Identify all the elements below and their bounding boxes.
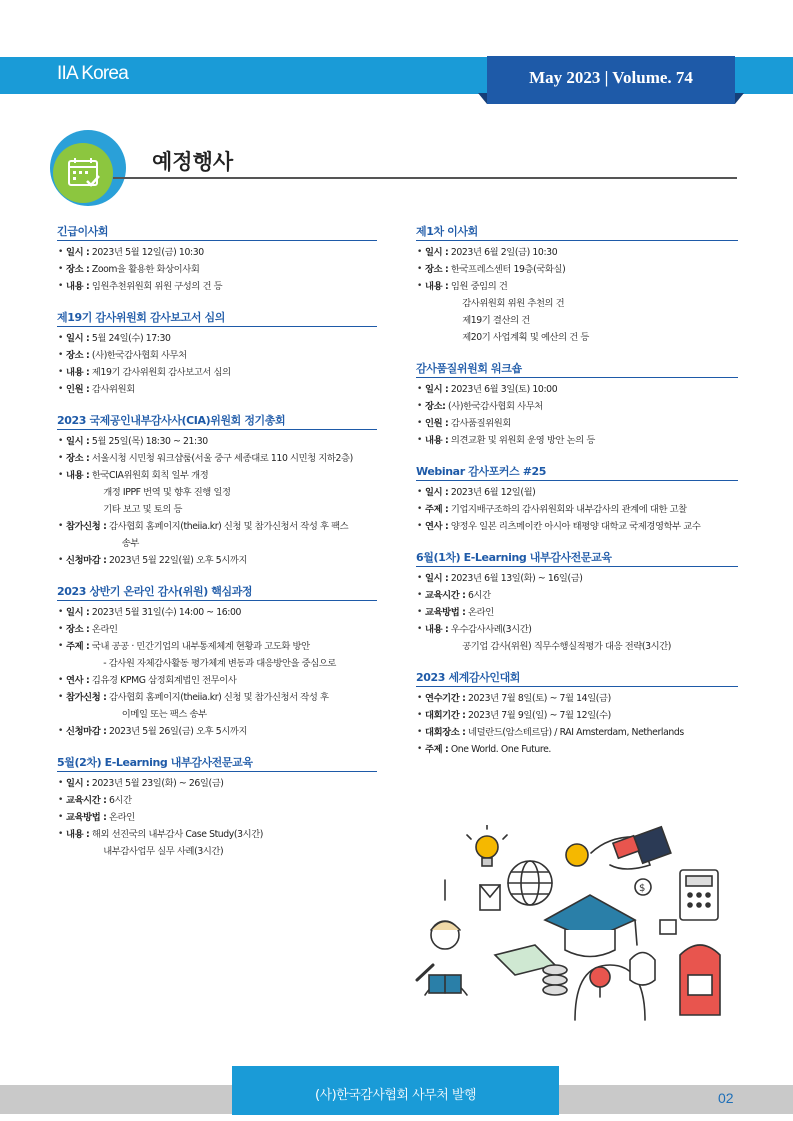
detail-value: 감사협회 홈페이지(theiia.kr) 신청 및 참가신청서 작성 후	[106, 692, 329, 703]
event-detail	[416, 484, 738, 501]
event-title: Webinar 감사포커스 #25	[416, 463, 738, 481]
detail-value: 기업지배구조하의 감사위원회와 내부감사의 관계에 대한 고찰	[448, 504, 687, 515]
detail-label: 일시 :	[66, 333, 90, 344]
detail-label: 주제 :	[425, 504, 449, 515]
event-detail	[57, 809, 377, 826]
event-block	[57, 583, 377, 740]
detail-value: 양정우 일본 리츠메이칸 아시아 태평양 대학교 국제경영학부 교수	[448, 521, 701, 532]
detail-label: 인원 :	[425, 418, 449, 429]
detail-continuation: - 감사원 자체감사활동 평가체계 변동과 대응방안을 중심으로	[103, 658, 336, 669]
event-title: 제1차 이사회	[416, 223, 738, 241]
detail-label: 교육방법 :	[425, 607, 466, 618]
detail-value: 해외 선진국의 내부감사 Case Study(3시간)	[89, 829, 264, 840]
event-detail	[416, 261, 738, 278]
event-detail	[416, 707, 738, 724]
detail-value: 감사위원회	[89, 384, 135, 395]
detail-value: One World. One Future.	[448, 744, 551, 755]
detail-value: 6시간	[106, 795, 132, 806]
event-block	[57, 754, 377, 860]
detail-value: 서울시청 시민청 워크샵룸(서울 중구 세종대로 110 시민청 지하2층)	[89, 453, 353, 464]
detail-label: 내용 :	[425, 624, 449, 635]
detail-value: 온라인	[89, 624, 118, 635]
event-detail	[57, 347, 377, 364]
detail-value: Zoom을 활용한 화상이사회	[89, 264, 200, 275]
footer-publisher: (사)한국감사협회 사무처 발행	[314, 1088, 477, 1103]
detail-value: 2023년 5월 22일(월) 오후 5시까지	[106, 555, 248, 566]
detail-label: 연사 :	[425, 521, 449, 532]
event-title: 2023 국제공인내부감사사(CIA)위원회 정기총회	[57, 412, 377, 430]
detail-value: 5월 24일(수) 17:30	[89, 333, 171, 344]
detail-label: 일시 :	[425, 573, 449, 584]
event-title: 6월(1차) E-Learning 내부감사전문교육	[416, 549, 738, 567]
event-block	[416, 360, 738, 449]
detail-label: 장소 :	[66, 350, 90, 361]
detail-value: 임원 중임의 건	[448, 281, 508, 292]
detail-value: 2023년 7월 9일(일) ~ 7월 12일(수)	[465, 710, 611, 721]
detail-label: 장소 :	[66, 624, 90, 635]
detail-value: 감사품질위원회	[448, 418, 511, 429]
section-icon-badge	[53, 143, 113, 203]
detail-label: 장소 :	[425, 264, 449, 275]
event-detail	[57, 552, 377, 569]
issue-ribbon-fold-right	[735, 93, 744, 104]
event-block	[416, 223, 738, 346]
detail-value: 6시간	[465, 590, 491, 601]
event-title: 감사품질위원회 워크숍	[416, 360, 738, 378]
detail-continuation: 제19기 결산의 건	[462, 315, 530, 326]
event-detail	[416, 398, 738, 415]
detail-label: 내용 :	[425, 435, 449, 446]
event-detail	[416, 741, 738, 758]
event-detail	[57, 244, 377, 261]
issue-ribbon-fold-left	[478, 93, 487, 104]
coin-icon	[566, 844, 588, 866]
detail-value: 국내 공공 · 민간기업의 내부통제체계 현황과 고도화 방안	[89, 641, 310, 652]
event-detail	[57, 826, 377, 843]
event-detail	[57, 261, 377, 278]
event-detail	[57, 467, 377, 484]
detail-label: 일시 :	[66, 778, 90, 789]
event-block	[57, 412, 377, 569]
issue-label: May 2023 | Volume. 74	[529, 68, 693, 87]
event-title: 2023 상반기 온라인 감사(위원) 핵심과정	[57, 583, 377, 601]
detail-value: 2023년 6월 13일(화) ~ 16일(금)	[448, 573, 583, 584]
detail-label: 연사 :	[66, 675, 90, 686]
detail-value: 2023년 5월 26일(금) 오후 5시까지	[106, 726, 248, 737]
event-title: 5월(2차) E-Learning 내부감사전문교육	[57, 754, 377, 772]
event-detail	[57, 518, 377, 535]
detail-value: 감사협회 홈페이지(theiia.kr) 신청 및 참가신청서 작성 후 팩스	[106, 521, 349, 532]
detail-value: 2023년 5월 31일(수) 14:00 ~ 16:00	[89, 607, 242, 618]
event-block	[416, 669, 738, 758]
event-detail	[57, 672, 377, 689]
detail-label: 대회기간 :	[425, 710, 466, 721]
detail-value: 2023년 5월 12일(금) 10:30	[89, 247, 204, 258]
detail-label: 대회장소 :	[425, 727, 466, 738]
event-detail	[416, 501, 738, 518]
event-detail	[57, 278, 377, 295]
event-detail	[416, 415, 738, 432]
section-divider	[113, 177, 737, 179]
detail-label: 일시 :	[425, 487, 449, 498]
detail-value: 우수감사사례(3시간)	[448, 624, 532, 635]
detail-label: 교육시간 :	[425, 590, 466, 601]
event-block	[416, 549, 738, 655]
event-detail	[57, 689, 377, 706]
event-detail	[57, 433, 377, 450]
event-detail	[416, 724, 738, 741]
detail-value: 2023년 6월 2일(금) 10:30	[448, 247, 558, 258]
detail-value: (사)한국감사협회 사무처	[89, 350, 187, 361]
detail-value: 한국프레스센터 19층(국화실)	[448, 264, 566, 275]
detail-label: 인원 :	[66, 384, 90, 395]
detail-continuation: 제20기 사업계획 및 예산의 건 등	[462, 332, 589, 343]
page-number: 02	[718, 1090, 734, 1106]
event-detail	[57, 381, 377, 398]
detail-value: 네덜란드(암스테르담) / RAI Amsterdam, Netherlands	[465, 727, 684, 738]
detail-label: 장소 :	[66, 453, 90, 464]
detail-label: 신청마감 :	[66, 726, 107, 737]
detail-label: 주제 :	[425, 744, 449, 755]
detail-label: 주제 :	[66, 641, 90, 652]
detail-label: 일시 :	[66, 436, 90, 447]
svg-text:$: $	[639, 883, 646, 894]
event-detail	[57, 621, 377, 638]
event-detail	[416, 604, 738, 621]
event-detail	[57, 364, 377, 381]
event-detail	[57, 775, 377, 792]
detail-label: 일시 :	[66, 247, 90, 258]
event-block	[416, 463, 738, 535]
event-title: 제19기 감사위원회 감사보고서 심의	[57, 309, 377, 327]
event-detail	[57, 330, 377, 347]
event-detail	[416, 690, 738, 707]
event-detail	[416, 432, 738, 449]
detail-value: 2023년 6월 3일(토) 10:00	[448, 384, 558, 395]
event-title: 2023 세계감사인대회	[416, 669, 738, 687]
detail-label: 연수기간 :	[425, 693, 466, 704]
event-detail	[57, 604, 377, 621]
detail-label: 장소 :	[66, 264, 90, 275]
detail-value: 김유경 KPMG 삼정회계법인 전무이사	[89, 675, 237, 686]
detail-continuation: 송부	[121, 538, 139, 549]
detail-value: 2023년 5월 23일(화) ~ 26일(금)	[89, 778, 224, 789]
event-detail	[416, 621, 738, 638]
detail-continuation: 감사위원회 위원 추천의 건	[462, 298, 565, 309]
detail-value: 온라인	[465, 607, 494, 618]
event-detail	[416, 244, 738, 261]
event-detail	[416, 381, 738, 398]
detail-label: 참가신청 :	[66, 521, 107, 532]
detail-label: 신청마감 :	[66, 555, 107, 566]
detail-continuation: 공기업 감사(위원) 직무수행실적평가 대응 전략(3시간)	[462, 641, 672, 652]
event-detail	[416, 570, 738, 587]
detail-value: 의견교환 및 위원회 운영 방안 논의 등	[448, 435, 595, 446]
detail-value: 임원추천위원회 위원 구성의 건 등	[89, 281, 223, 292]
detail-value: 온라인	[106, 812, 135, 823]
detail-value: 2023년 6월 12일(월)	[448, 487, 536, 498]
section-title: 예정행사	[152, 150, 234, 174]
right-column	[416, 223, 738, 772]
event-detail	[416, 278, 738, 295]
event-block	[57, 309, 377, 398]
detail-label: 교육방법 :	[66, 812, 107, 823]
detail-label: 내용 :	[66, 367, 90, 378]
calendar-check-icon	[53, 143, 113, 203]
detail-label: 장소:	[425, 401, 446, 412]
detail-label: 내용 :	[66, 281, 90, 292]
brand-name: IIA Korea	[57, 63, 128, 84]
event-detail	[57, 450, 377, 467]
detail-label: 내용 :	[425, 281, 449, 292]
detail-value: 한국CIA위원회 회칙 일부 개정	[89, 470, 209, 481]
detail-label: 참가신청 :	[66, 692, 107, 703]
detail-continuation: 이메일 또는 팩스 송부	[121, 709, 207, 720]
detail-label: 일시 :	[425, 247, 449, 258]
detail-label: 일시 :	[425, 384, 449, 395]
detail-label: 내용 :	[66, 829, 90, 840]
detail-label: 교육시간 :	[66, 795, 107, 806]
detail-value: 2023년 7월 8일(토) ~ 7월 14일(금)	[465, 693, 611, 704]
event-detail	[57, 638, 377, 655]
detail-label: 내용 :	[66, 470, 90, 481]
event-detail	[416, 587, 738, 604]
event-detail	[57, 792, 377, 809]
detail-continuation: 내부감사업무 실무 사례(3시간)	[103, 846, 224, 857]
event-block	[57, 223, 377, 295]
detail-label: 일시 :	[66, 607, 90, 618]
event-title: 긴급이사회	[57, 223, 377, 241]
left-column	[57, 223, 377, 874]
detail-continuation: 기타 보고 및 토의 등	[103, 504, 183, 515]
detail-value: 제19기 감사위원회 감사보고서 심의	[89, 367, 231, 378]
event-detail	[57, 723, 377, 740]
event-detail	[416, 518, 738, 535]
detail-continuation: 개정 IPPF 번역 및 향후 진행 일정	[103, 487, 231, 498]
education-illustration	[405, 825, 740, 1025]
detail-value: 5월 25일(목) 18:30 ~ 21:30	[89, 436, 208, 447]
detail-value: (사)한국감사협회 사무처	[445, 401, 543, 412]
lightbulb-icon	[476, 836, 498, 858]
